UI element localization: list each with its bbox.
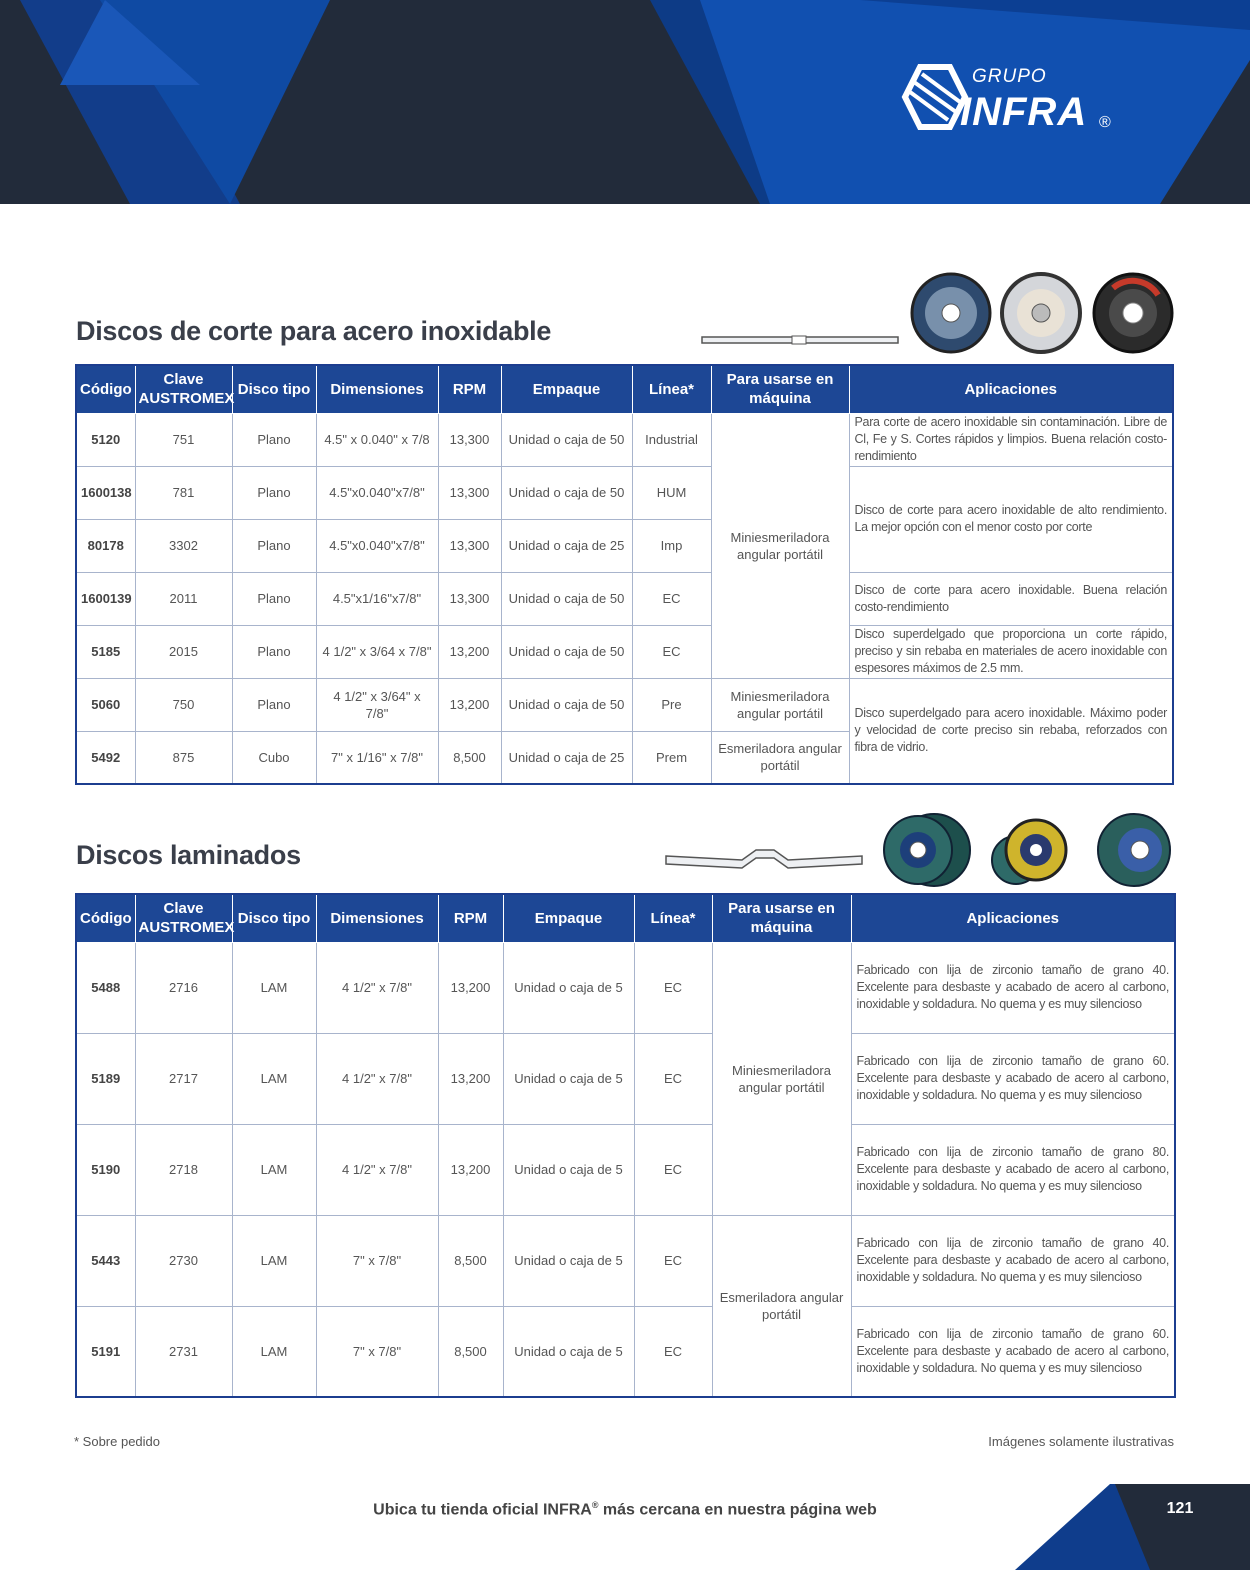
table-row [76, 466, 1173, 519]
cell-pack: Unidad o caja de 50 [501, 625, 632, 678]
cell-rpm: 13,200 [438, 1124, 503, 1215]
cell-code: 5488 [76, 942, 135, 1033]
flap-disc-profile-icon [664, 848, 866, 878]
table-header-row [76, 894, 1175, 942]
cell-line: EC [634, 1033, 712, 1124]
cell-key: 3302 [135, 519, 232, 572]
cell-code: 5443 [76, 1215, 135, 1306]
cell-type: Cubo [232, 731, 316, 784]
cell-key: 2011 [135, 572, 232, 625]
cell-rpm: 13,200 [438, 678, 501, 731]
cell-key: 2717 [135, 1033, 232, 1124]
table-row [76, 413, 1173, 466]
cell-dims: 4 1/2" x 3/64" x 7/8" [316, 678, 438, 731]
cell-dims: 7" x 7/8" [316, 1215, 438, 1306]
cell-application: Fabricado con lija de zirconio tamaño de grano 40. Excelente para desbaste y acabado de acero al carbono, inoxidable y soldadura. No quema y es muy silencioso [851, 1215, 1175, 1306]
cell-line: EC [634, 1306, 712, 1397]
cell-pack: Unidad o caja de 50 [501, 678, 632, 731]
header-key: Clave AUSTROMEX [135, 894, 232, 942]
cell-machine: Miniesmeriladora angular portátil [711, 413, 849, 678]
cell-line: EC [632, 625, 711, 678]
cell-dims: 4 1/2" x 7/8" [316, 942, 438, 1033]
cutting-discs-table [75, 364, 1174, 785]
logo-brand-text: INFRA [960, 90, 1088, 134]
cell-line: EC [634, 1124, 712, 1215]
table-row [76, 1124, 1175, 1215]
cell-line: Prem [632, 731, 711, 784]
cell-code: 5120 [76, 413, 135, 466]
cell-application: Disco superdelgado para acero inoxidable. Máximo poder y velocidad de corte preciso sin rebaba, reforzados con fibra de vidrio. [849, 678, 1173, 784]
cell-pack: Unidad o caja de 5 [503, 1215, 634, 1306]
cell-line: Pre [632, 678, 711, 731]
cell-dims: 4.5"x0.040"x7/8" [316, 466, 438, 519]
cutting-discs-product-image [908, 270, 1178, 356]
cell-code: 5185 [76, 625, 135, 678]
cell-application: Fabricado con lija de zirconio tamaño de grano 40. Excelente para desbaste y acabado de acero al carbono, inoxidable y soldadura. No quema y es muy silencioso [851, 942, 1175, 1033]
cell-rpm: 8,500 [438, 1306, 503, 1397]
cell-dims: 4 1/2" x 3/64 x 7/8" [316, 625, 438, 678]
footnote-on-order: * Sobre pedido [74, 1434, 161, 1449]
cell-rpm: 13,300 [438, 572, 501, 625]
footer-text-before: Ubica tu tienda oficial INFRA [373, 1501, 592, 1519]
cell-pack: Unidad o caja de 50 [501, 572, 632, 625]
cell-pack: Unidad o caja de 5 [503, 942, 634, 1033]
cell-key: 2731 [135, 1306, 232, 1397]
logo-registered-mark: ® [1099, 114, 1111, 131]
header-type: Disco tipo [232, 894, 316, 942]
cell-type: LAM [232, 1124, 316, 1215]
table-row [76, 625, 1173, 678]
cell-code: 5189 [76, 1033, 135, 1124]
section-title-flap-discs: Discos laminados [76, 840, 301, 870]
cell-key: 2716 [135, 942, 232, 1033]
cell-line: EC [634, 1215, 712, 1306]
cell-type: Plano [232, 413, 316, 466]
header-machine: Para usarse en máquina [711, 365, 849, 413]
cell-key: 751 [135, 413, 232, 466]
cell-key: 781 [135, 466, 232, 519]
header-rpm: RPM [438, 365, 501, 413]
cell-dims: 4 1/2" x 7/8" [316, 1124, 438, 1215]
cell-code: 5190 [76, 1124, 135, 1215]
header-dims: Dimensiones [316, 365, 438, 413]
cell-type: Plano [232, 572, 316, 625]
cell-type: Plano [232, 678, 316, 731]
header-key: Clave AUSTROMEX [135, 365, 232, 413]
cell-pack: Unidad o caja de 5 [503, 1124, 634, 1215]
cell-code: 5492 [76, 731, 135, 784]
footnote-illustrative-images: Imágenes solamente ilustrativas [988, 1434, 1174, 1449]
cell-rpm: 8,500 [438, 1215, 503, 1306]
table-row [76, 1306, 1175, 1397]
cell-dims: 4.5" x 0.040" x 7/8 [316, 413, 438, 466]
cell-code: 5191 [76, 1306, 135, 1397]
cell-key: 2015 [135, 625, 232, 678]
cell-application: Fabricado con lija de zirconio tamaño de grano 60. Excelente para desbaste y acabado de acero al carbono, inoxidable y soldadura. No quema y es muy silencioso [851, 1306, 1175, 1397]
cell-type: LAM [232, 1033, 316, 1124]
footer-store-locator-text [0, 1500, 1250, 1519]
cutting-disc-profile-icon [700, 334, 900, 348]
header-pack: Empaque [503, 894, 634, 942]
cell-rpm: 13,200 [438, 1033, 503, 1124]
infra-logo [900, 62, 1130, 142]
cell-dims: 7" x 7/8" [316, 1306, 438, 1397]
cell-line: Imp [632, 519, 711, 572]
cell-rpm: 13,300 [438, 413, 501, 466]
cell-type: Plano [232, 466, 316, 519]
cell-type: LAM [232, 1306, 316, 1397]
cell-line: EC [632, 572, 711, 625]
cell-rpm: 8,500 [438, 731, 501, 784]
cell-dims: 7" x 1/16" x 7/8" [316, 731, 438, 784]
page-header [0, 0, 1250, 204]
cell-pack: Unidad o caja de 25 [501, 519, 632, 572]
table-header-row [76, 365, 1173, 413]
table-row [76, 1033, 1175, 1124]
cell-code: 1600139 [76, 572, 135, 625]
cell-dims: 4.5"x0.040"x7/8" [316, 519, 438, 572]
cell-machine: Miniesmeriladora angular portátil [712, 942, 851, 1215]
header-line: Línea* [632, 365, 711, 413]
header-pack: Empaque [501, 365, 632, 413]
header-rpm: RPM [438, 894, 503, 942]
cell-pack: Unidad o caja de 50 [501, 466, 632, 519]
page-number: 121 [1166, 1500, 1194, 1517]
cell-application: Disco superdelgado que proporciona un corte rápido, preciso y sin rebaba en materiales de acero inoxidable con espesores máximos de 2.5 mm. [849, 625, 1173, 678]
cell-line: HUM [632, 466, 711, 519]
cell-dims: 4.5"x1/16"x7/8" [316, 572, 438, 625]
table-row [76, 572, 1173, 625]
cell-type: LAM [232, 942, 316, 1033]
cell-code: 80178 [76, 519, 135, 572]
table-row [76, 678, 1173, 731]
cell-key: 2718 [135, 1124, 232, 1215]
header-machine: Para usarse en máquina [712, 894, 851, 942]
table-row [76, 1215, 1175, 1306]
cell-application: Fabricado con lija de zirconio tamaño de grano 80. Excelente para desbaste y acabado de acero al carbono, inoxidable y soldadura. No quema y es muy silencioso [851, 1124, 1175, 1215]
cell-rpm: 13,300 [438, 466, 501, 519]
cell-rpm: 13,200 [438, 942, 503, 1033]
header-code: Código [76, 365, 135, 413]
cell-pack: Unidad o caja de 50 [501, 413, 632, 466]
cell-code: 5060 [76, 678, 135, 731]
cell-key: 875 [135, 731, 232, 784]
table-row [76, 942, 1175, 1033]
cell-line: Industrial [632, 413, 711, 466]
flap-discs-table [75, 893, 1176, 1398]
cell-application: Disco de corte para acero inoxidable de alto rendimiento. La mejor opción con el menor costo por corte [849, 466, 1173, 572]
flap-discs-product-image [876, 812, 1176, 888]
cell-application: Para corte de acero inoxidable sin contaminación. Libre de Cl, Fe y S. Cortes rápidos y limpios. Buena relación costo-rendimiento [849, 413, 1173, 466]
footer-corner-shape [1000, 1484, 1250, 1570]
cell-pack: Unidad o caja de 5 [503, 1033, 634, 1124]
section-title-cutting-discs: Discos de corte para acero inoxidable [76, 316, 552, 346]
cell-pack: Unidad o caja de 25 [501, 731, 632, 784]
cell-key: 750 [135, 678, 232, 731]
cell-rpm: 13,300 [438, 519, 501, 572]
cell-rpm: 13,200 [438, 625, 501, 678]
cell-type: Plano [232, 519, 316, 572]
logo-group-text: GRUPO [972, 66, 1047, 87]
cell-machine: Esmeriladora angular portátil [712, 1215, 851, 1397]
footer-text-after: más cercana en nuestra página web [598, 1501, 877, 1519]
cell-dims: 4 1/2" x 7/8" [316, 1033, 438, 1124]
cell-pack: Unidad o caja de 5 [503, 1306, 634, 1397]
header-line: Línea* [634, 894, 712, 942]
cell-application: Disco de corte para acero inoxidable. Buena relación costo-rendimiento [849, 572, 1173, 625]
header-apps: Aplicaciones [851, 894, 1175, 942]
header-apps: Aplicaciones [849, 365, 1173, 413]
cell-line: EC [634, 942, 712, 1033]
cell-machine: Esmeriladora angular portátil [711, 731, 849, 784]
cell-machine: Miniesmeriladora angular portátil [711, 678, 849, 731]
cell-code: 1600138 [76, 466, 135, 519]
cell-application: Fabricado con lija de zirconio tamaño de grano 60. Excelente para desbaste y acabado de acero al carbono, inoxidable y soldadura. No quema y es muy silencioso [851, 1033, 1175, 1124]
header-dims: Dimensiones [316, 894, 438, 942]
cell-key: 2730 [135, 1215, 232, 1306]
cell-type: LAM [232, 1215, 316, 1306]
cell-type: Plano [232, 625, 316, 678]
footer-registered-mark: ® [591, 1500, 599, 1510]
header-code: Código [76, 894, 135, 942]
header-type: Disco tipo [232, 365, 316, 413]
